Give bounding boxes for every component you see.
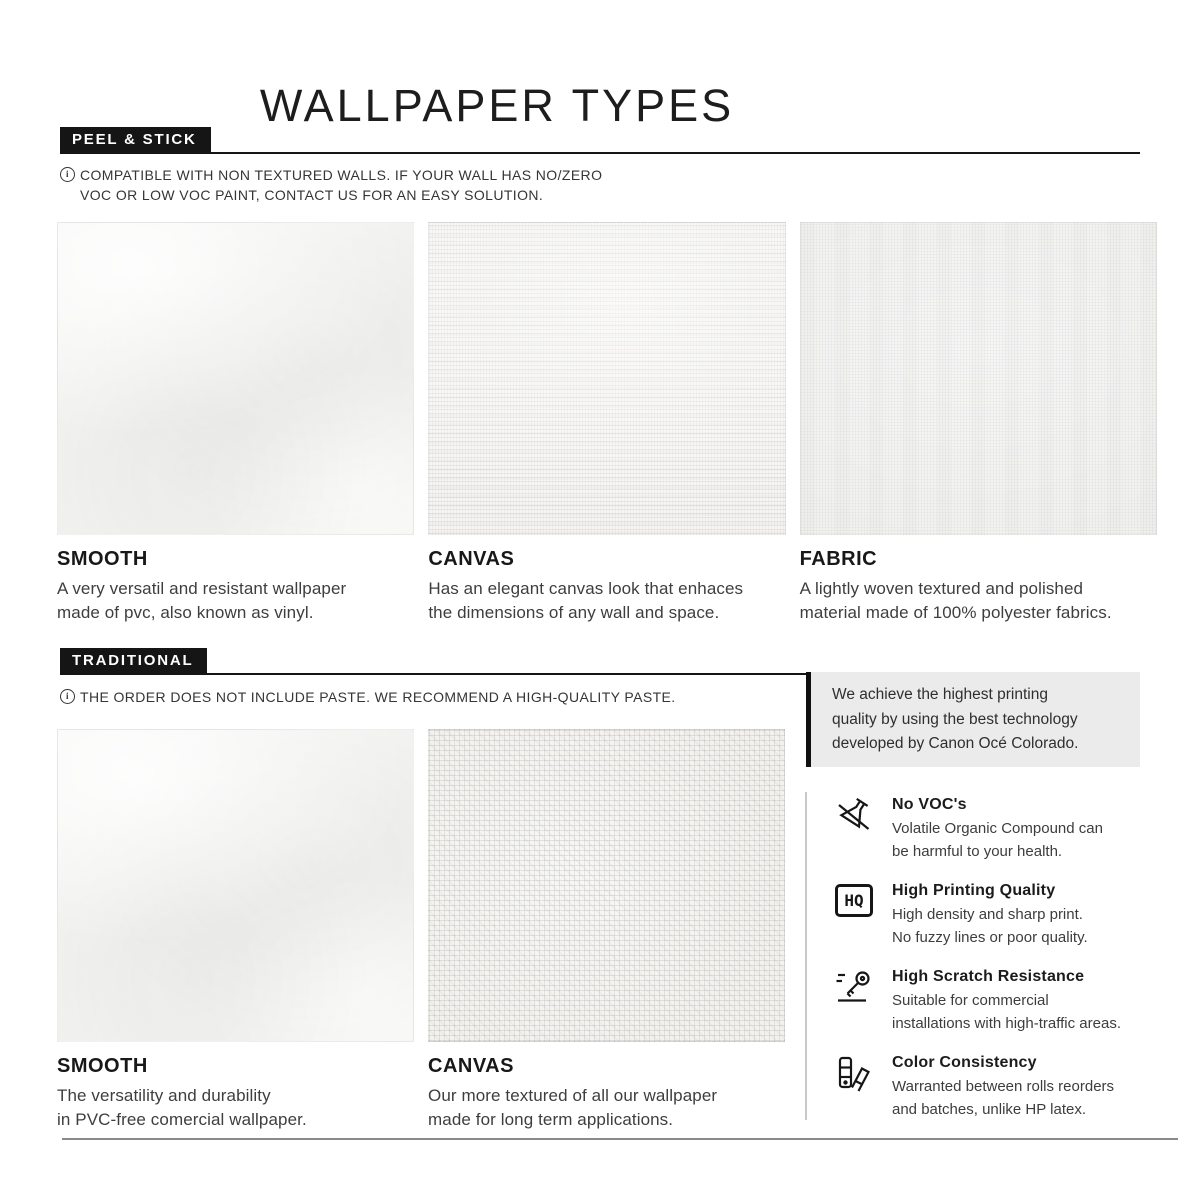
swatch-description: The versatility and durability in PVC-free comercial wallpaper. <box>57 1086 307 1129</box>
section-head-peel-stick <box>60 127 1140 154</box>
page-title: WALLPAPER TYPES <box>259 80 735 132</box>
feature-title: Color Consistency <box>892 1054 1037 1071</box>
swatch-description: Our more textured of all our wallpaper made for long term applications. <box>428 1086 718 1129</box>
peel-stick-swatch-row <box>57 222 1157 625</box>
feature-description: Suitable for commercial installations with high-traffic areas. <box>892 992 1121 1032</box>
swatch-image-smooth <box>57 729 414 1042</box>
info-icon: i <box>60 689 75 704</box>
swatch-description: A lightly woven textured and polished material made of 100% polyester fabrics. <box>799 579 1112 622</box>
feature-title: No VOC's <box>892 796 967 813</box>
feature-title: High Scratch Resistance <box>892 968 1085 985</box>
feature-description: Warranted between rolls reorders and batches, unlike HP latex. <box>892 1078 1115 1118</box>
key-icon <box>834 968 874 1041</box>
feature-scratch-resistance <box>834 968 1140 1041</box>
swatch-description: Has an elegant canvas look that enhaces the dimensions of any wall and space. <box>428 579 744 622</box>
note-text: COMPATIBLE WITH NON TEXTURED WALLS. IF YOUR WALL HAS NO/ZERO VOC OR LOW VOC PAINT, CONTACT US FOR AN EASY SOLUTION. <box>80 167 603 203</box>
swatch-title: CANVAS <box>428 1055 514 1077</box>
swatch-card-canvas <box>428 729 785 1132</box>
swatch-fan-icon <box>834 1054 874 1127</box>
swatch-title: SMOOTH <box>57 548 148 570</box>
swatch-card-smooth <box>57 729 414 1132</box>
swatch-title: CANVAS <box>428 548 515 570</box>
bottom-divider <box>62 1138 1178 1140</box>
traditional-swatch-row <box>57 729 785 1132</box>
feature-list <box>805 792 1140 1120</box>
swatch-image-smooth <box>57 222 414 535</box>
swatch-image-canvas <box>428 729 785 1042</box>
info-icon: i <box>60 167 75 182</box>
feature-high-printing-quality <box>834 882 1140 955</box>
traditional-note <box>60 688 676 708</box>
feature-description: Volatile Organic Compound can be harmful to your health. <box>892 820 1103 860</box>
peel-stick-badge: PEEL & STICK <box>60 127 211 152</box>
no-voc-icon <box>834 796 874 869</box>
swatch-image-fabric <box>800 222 1157 535</box>
swatch-image-canvas <box>428 222 785 535</box>
swatch-card-canvas <box>428 222 785 625</box>
swatch-title: SMOOTH <box>57 1055 148 1077</box>
swatch-description: A very versatil and resistant wallpaper made of pvc, also known as vinyl. <box>57 579 347 622</box>
printing-quality-quote: We achieve the highest printing quality by using the best technology developed by Canon Océ Colorado. <box>806 672 1140 767</box>
traditional-badge: TRADITIONAL <box>60 648 207 673</box>
section-head-traditional <box>60 648 1140 675</box>
swatch-card-smooth <box>57 222 414 625</box>
peel-stick-note <box>60 166 602 205</box>
feature-no-voc <box>834 796 1140 869</box>
feature-color-consistency <box>834 1054 1140 1127</box>
swatch-card-fabric <box>800 222 1157 625</box>
feature-title: High Printing Quality <box>892 882 1056 899</box>
note-text: THE ORDER DOES NOT INCLUDE PASTE. WE RECOMMEND A HIGH-QUALITY PASTE. <box>80 689 676 705</box>
hq-icon: HQ <box>834 882 874 955</box>
swatch-title: FABRIC <box>799 548 878 570</box>
feature-description: High density and sharp print. No fuzzy lines or poor quality. <box>892 906 1088 946</box>
